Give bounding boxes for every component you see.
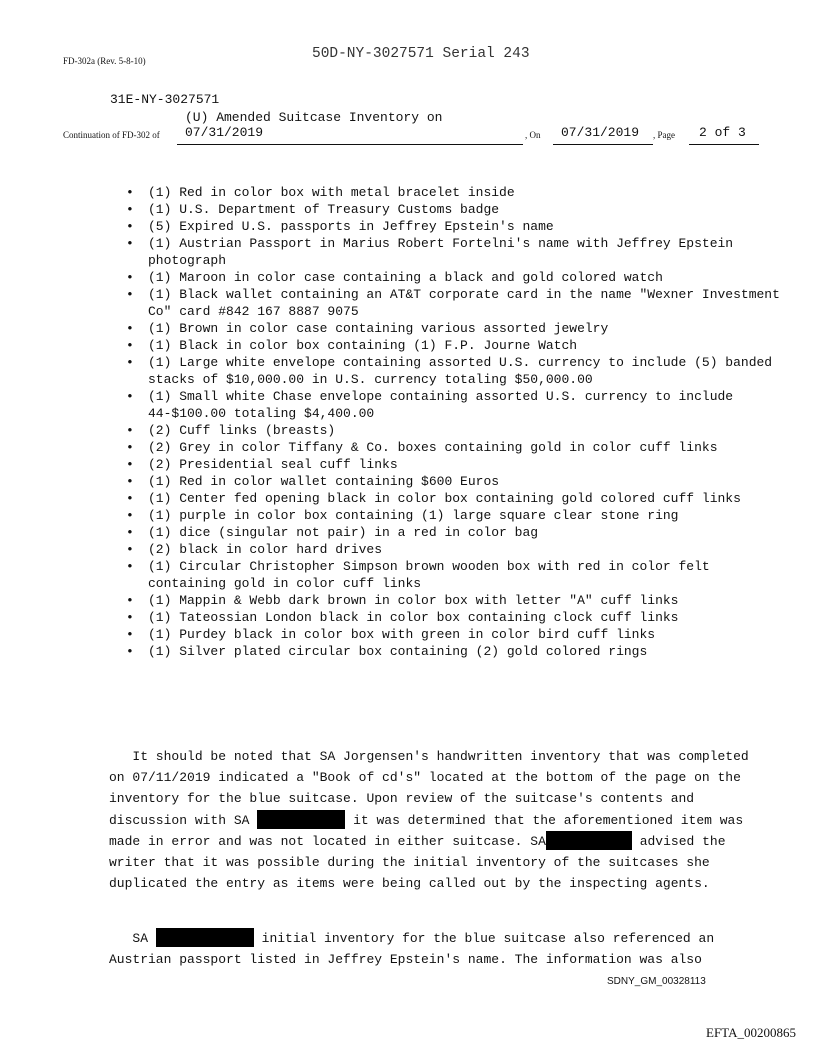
inventory-item: [126, 388, 786, 422]
inventory-item-text: (1) Silver plated circular box containing (2) gold colored rings: [148, 644, 648, 659]
bates-number: SDNY_GM_00328113: [607, 976, 706, 987]
inventory-item: [126, 337, 786, 354]
form-identifier: FD-302a (Rev. 5-8-10): [63, 56, 146, 66]
continuation-date: 07/31/2019: [185, 125, 264, 140]
paragraph-1-text-b: it was determined that the aforementioned item was made in error and was not located in either suitcase. SA: [109, 812, 744, 849]
continuation-label: Continuation of FD-302 of: [63, 130, 160, 140]
page-label: , Page: [653, 130, 675, 140]
bullet-icon: •: [126, 185, 134, 200]
page-number: 2 of 3: [699, 125, 746, 140]
inventory-item: [126, 320, 786, 337]
bullet-icon: •: [126, 338, 134, 353]
inventory-item: [126, 218, 786, 235]
inventory-item-text: (5) Expired U.S. passports in Jeffrey Epstein's name: [148, 219, 554, 234]
paragraph-1-text-a: It should be noted that SA Jorgensen's handwritten inventory that was completed on 07/11/2019 indicated a "Book of cd's" located at the bottom of the page on the inventory for the blue suitcase. Upon review of the suitcase's contents and discussion with SA: [109, 749, 749, 828]
bullet-icon: •: [126, 440, 134, 455]
bullet-icon: •: [126, 321, 134, 336]
inventory-item: [126, 184, 786, 201]
page-underline: [689, 144, 759, 145]
bullet-icon: •: [126, 525, 134, 540]
inventory-item: [126, 354, 786, 388]
inventory-item-text: (1) Purdey black in color box with green in color bird cuff links: [148, 627, 656, 642]
inventory-item-text: (1) Tateossian London black in color box containing clock cuff links: [148, 610, 679, 625]
bullet-icon: •: [126, 202, 134, 217]
inventory-item: [126, 507, 786, 524]
inventory-item: [126, 473, 786, 490]
inventory-item: [126, 626, 786, 643]
inventory-item-text: (2) Cuff links (breasts): [148, 423, 336, 438]
paragraph-1: [109, 746, 759, 894]
bullet-icon: •: [126, 593, 134, 608]
bullet-icon: •: [126, 219, 134, 234]
bullet-icon: •: [126, 610, 134, 625]
inventory-item-text: (2) black in color hard drives: [148, 542, 383, 557]
bullet-icon: •: [126, 236, 134, 251]
paragraph-2-text-a: SA: [132, 931, 149, 946]
inventory-item-text: (1) Black in color box containing (1) F.P. Journe Watch: [148, 338, 578, 353]
inventory-item: [126, 201, 786, 218]
bullet-icon: •: [126, 423, 134, 438]
inventory-item: [126, 422, 786, 439]
efta-number: EFTA_00200865: [706, 1025, 796, 1040]
bullet-icon: •: [126, 559, 134, 574]
paragraph-2-text-b: initial inventory for the blue suitcase also referenced an Austrian passport listed in Jeffrey Epstein's name. The information was also: [109, 931, 715, 968]
bullet-icon: •: [126, 287, 134, 302]
inventory-item: [126, 439, 786, 456]
inventory-item-text: (1) Austrian Passport in Marius Robert Fortelni's name with Jeffrey Epstein photograph: [148, 236, 734, 268]
bullet-icon: •: [126, 270, 134, 285]
inventory-item-text: (1) dice (singular not pair) in a red in color bag: [148, 525, 539, 540]
paragraph-2: [109, 928, 759, 970]
inventory-item-text: (1) Black wallet containing an AT&T corporate card in the name "Wexner Investment Co" card #842 167 8887 9075: [148, 287, 780, 319]
redaction-block: [546, 831, 632, 850]
bullet-icon: •: [126, 508, 134, 523]
bullet-icon: •: [126, 542, 134, 557]
inventory-item: [126, 592, 786, 609]
redaction-block: [257, 810, 345, 829]
bullet-icon: •: [126, 627, 134, 642]
date-underline: [177, 144, 523, 145]
inventory-item-text: (1) U.S. Department of Treasury Customs badge: [148, 202, 500, 217]
on-date-underline: [553, 144, 653, 145]
inventory-item: [126, 524, 786, 541]
paragraph-1-text-c: advised the writer that it was possible during the initial inventory of the suitcases she duplicated the entry as items were being called out by the inspecting agents.: [109, 833, 726, 892]
inventory-item: [126, 286, 786, 320]
inventory-item-text: (1) Red in color box with metal bracelet inside: [148, 185, 515, 200]
inventory-item: [126, 235, 786, 269]
inventory-item: [126, 269, 786, 286]
inventory-item-text: (1) Mappin & Webb dark brown in color box with letter "A" cuff links: [148, 593, 679, 608]
bullet-icon: •: [126, 355, 134, 370]
on-label: , On: [525, 130, 541, 140]
case-number: 31E-NY-3027571: [110, 92, 220, 107]
bullet-icon: •: [126, 457, 134, 472]
inventory-item-text: (2) Grey in color Tiffany & Co. boxes containing gold in color cuff links: [148, 440, 718, 455]
inventory-item-text: (1) Center fed opening black in color box containing gold colored cuff links: [148, 491, 741, 506]
serial-number: 50D-NY-3027571 Serial 243: [312, 46, 530, 62]
inventory-item-text: (1) Brown in color case containing various assorted jewelry: [148, 321, 609, 336]
bullet-icon: •: [126, 474, 134, 489]
inventory-item: [126, 643, 786, 660]
inventory-item: [126, 609, 786, 626]
inventory-item: [126, 490, 786, 507]
inventory-item-text: (1) Large white envelope containing assorted U.S. currency to include (5) banded stacks of $10,000.00 in U.S. currency totaling $50,000.00: [148, 355, 773, 387]
inventory-item: [126, 558, 786, 592]
inventory-item-text: (1) Circular Christopher Simpson brown wooden box with red in color felt containing gold in color cuff links: [148, 559, 710, 591]
inventory-item-text: (1) purple in color box containing (1) large square clear stone ring: [148, 508, 679, 523]
inventory-item: [126, 456, 786, 473]
inventory-item-text: (1) Maroon in color case containing a black and gold colored watch: [148, 270, 663, 285]
on-date: 07/31/2019: [561, 125, 640, 140]
inventory-item: [126, 541, 786, 558]
bullet-icon: •: [126, 644, 134, 659]
inventory-item-text: (2) Presidential seal cuff links: [148, 457, 398, 472]
bullet-icon: •: [126, 491, 134, 506]
inventory-item-text: (1) Small white Chase envelope containing assorted U.S. currency to include 44-$100.00 totaling $4,400.00: [148, 389, 734, 421]
bullet-icon: •: [126, 389, 134, 404]
inventory-item-text: (1) Red in color wallet containing $600 Euros: [148, 474, 500, 489]
redaction-block: [156, 928, 254, 947]
inventory-list: [126, 184, 786, 660]
continuation-line: [63, 110, 759, 150]
document-title: (U) Amended Suitcase Inventory on: [185, 110, 443, 125]
